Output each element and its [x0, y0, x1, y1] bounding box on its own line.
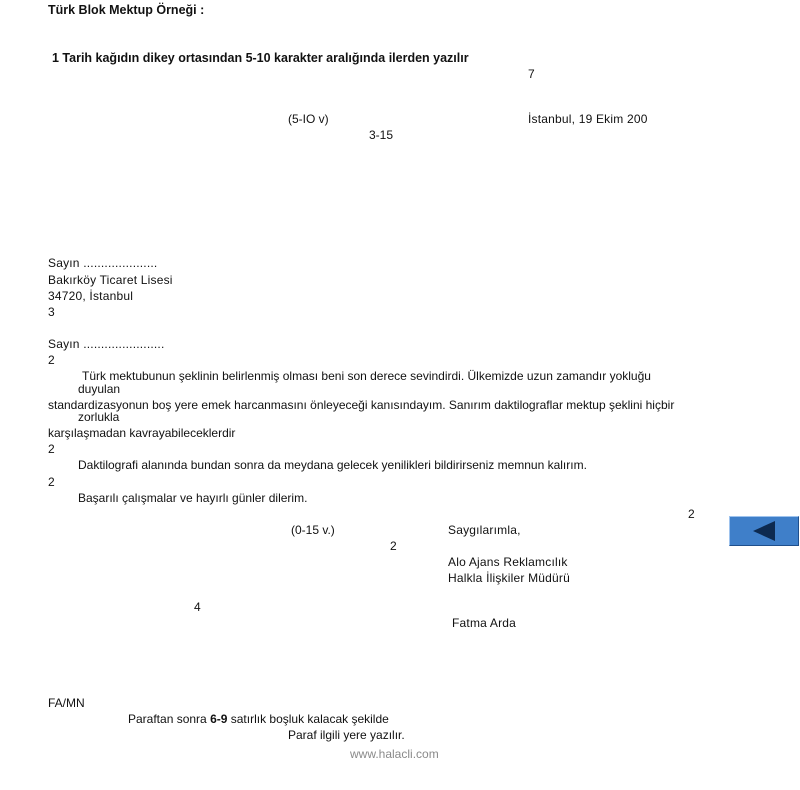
company-name: Alo Ajans Reklamcılık: [448, 555, 568, 569]
salutation: Sayın .......................: [48, 337, 165, 351]
spacing-after-salutation: 2: [48, 353, 55, 367]
recipient-city: 34720, İstanbul: [48, 289, 134, 303]
paragraph1-line1: Türk mektubunun şeklinin belirlenmiş olması beni son derece sevindirdi. Ülkemizde uzun zamandır yokluğu: [82, 369, 651, 383]
recipient-org: Bakırköy Ticaret Lisesi: [48, 273, 173, 287]
spacing-after-para2: 2: [48, 475, 55, 489]
spacing-after-closing: 2: [390, 539, 397, 553]
initials-note: [128, 712, 389, 726]
paragraph1-line3: karşılaşmadan kavrayabileceklerdir: [48, 426, 236, 440]
paragraph1-line2: standardizasyonun boş yere emek harcanmasını önleyeceği kanısındayım. Sanırım daktilograflar mektup şeklini hiçbir: [48, 398, 675, 412]
signer-name: Fatma Arda: [452, 616, 517, 630]
spacing-before-closing: 2: [688, 507, 695, 521]
left-arrow-icon: [753, 521, 775, 541]
closing: Saygılarımla,: [448, 523, 521, 537]
date-spacing-label: (5-IO v): [288, 112, 329, 126]
recipient-name: Sayın .....................: [48, 256, 158, 270]
date-note: 1 Tarih kağıdın dikey ortasından 5-10 karakter aralığında ilerden yazılır: [52, 51, 469, 65]
initials: FA/MN: [48, 696, 85, 710]
paragraph3: Başarılı çalışmalar ve hayırlı günler dilerim.: [78, 491, 308, 505]
department: Halkla İlişkiler Müdürü: [448, 571, 570, 585]
initials-note-line2: Paraf ilgili yere yazılır.: [288, 728, 405, 742]
initials-note-prefix: Paraftan sonra: [128, 712, 211, 726]
paragraph2: Daktilografi alanında bundan sonra da meydana gelecek yenilikleri bildirirseniz memnun kalırım.: [78, 458, 587, 472]
initials-note-suffix: satırlık boşluk kalacak şekilde: [227, 712, 389, 726]
date-spacing-range: 3-15: [369, 128, 394, 142]
previous-button[interactable]: [729, 516, 799, 546]
spacing-after-note: 7: [528, 67, 535, 81]
paragraph1-line1-wrap: duyulan: [78, 382, 121, 396]
spacing-signature: 4: [194, 600, 201, 614]
initials-note-range: 6-9: [210, 712, 228, 726]
closing-spacing-label: (0-15 v.): [291, 523, 335, 537]
letter-date: İstanbul, 19 Ekim 200: [528, 112, 648, 126]
spacing-after-address: 3: [48, 305, 55, 319]
footer-link[interactable]: www.halacli.com: [350, 747, 439, 761]
page-title: Türk Blok Mektup Örneği :: [48, 3, 205, 17]
spacing-after-para1: 2: [48, 442, 55, 456]
paragraph1-line2-wrap: zorlukla: [78, 410, 120, 424]
